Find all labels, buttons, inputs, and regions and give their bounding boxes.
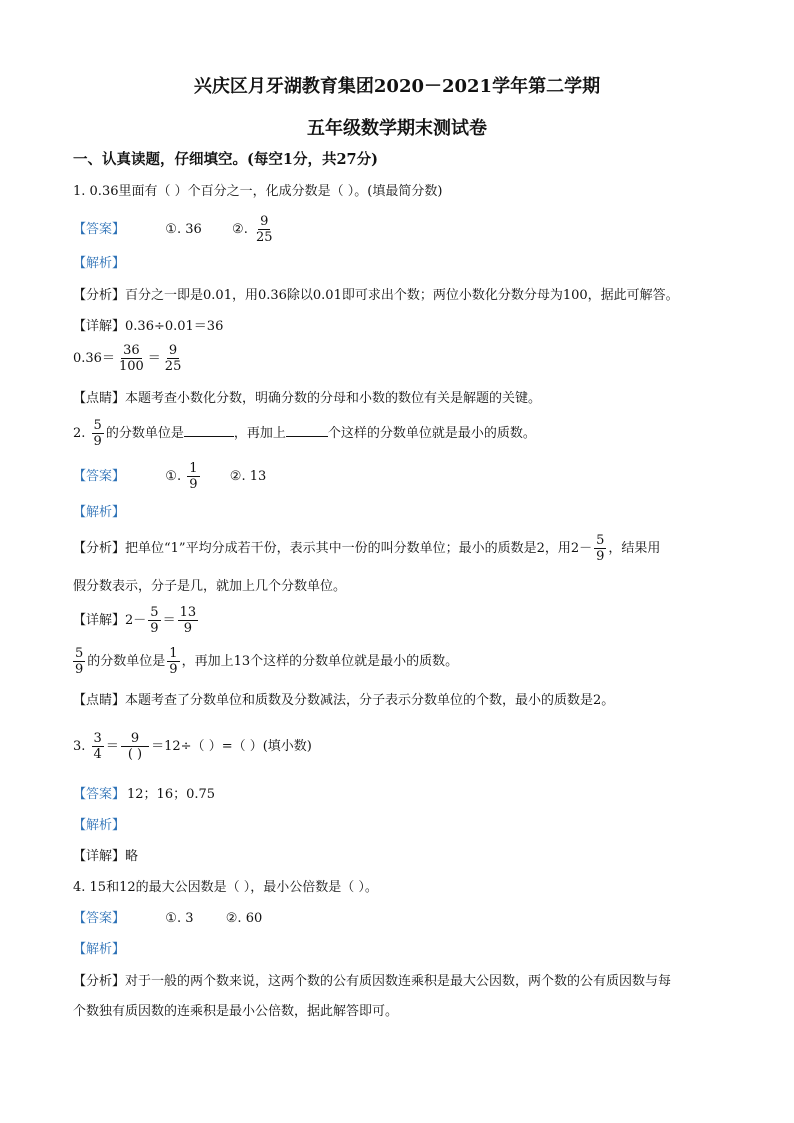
q1-comment-text: 本题考查小数化分数，明确分数的分母和小数的数位有关是解题的关键。 (125, 391, 542, 406)
q1-answer-2-prefix: ②. (232, 222, 248, 237)
q1-calc-prefix: 0.36＝ (73, 351, 115, 366)
fraction-denominator: 9 (150, 621, 159, 636)
equals-sign: ＝ (162, 613, 176, 628)
q2-text-a: 的分数单位是 (105, 426, 184, 441)
fraction-denominator: 9 (183, 621, 192, 636)
exam-title-line2: 五年级数学期末测试卷 (307, 118, 487, 139)
q1-calc-fraction-1 (117, 343, 146, 374)
q2-line-text-a: 的分数单位是 (87, 654, 166, 669)
q2-question (73, 418, 536, 449)
fraction-denominator: 25 (164, 359, 182, 374)
q3-detail (73, 848, 138, 866)
fraction-numerator: 3 (93, 731, 102, 746)
q2-line-fraction-2 (167, 646, 179, 677)
analysis-header-label: 【解析】 (73, 942, 126, 957)
q3-fraction-2 (121, 731, 149, 762)
q2-analysis-fraction (594, 533, 606, 564)
comment-label: 【点睛】 (73, 693, 126, 708)
q4-answer-1: ①. 3 (165, 911, 194, 926)
answer-label: 【答案】 (73, 787, 126, 802)
q1-answer-2-fraction (254, 214, 275, 245)
q2-analysis-text-b: ，结果用 (608, 541, 661, 556)
fraction-numerator: 1 (189, 461, 198, 476)
fraction-denominator-blank[interactable]: ( ) (127, 747, 143, 762)
q4-analysis (73, 973, 671, 991)
q2-analysis-line2: 假分数表示，分子是几，就加上几个分数单位。 (73, 579, 347, 594)
q1-analysis-text: 百分之一即是0.01，用0.36除以0.01即可求出个数；两位小数化分数分母为100，据此可解答。 (125, 288, 679, 303)
fraction-denominator: 4 (93, 747, 102, 762)
q3-answer-text: 12；16；0.75 (127, 787, 216, 802)
analysis-label: 【分析】 (73, 974, 126, 989)
exam-title-line1: 兴庆区月牙湖教育集团2020－2021学年第二学期 (193, 76, 601, 97)
q4-analysis-text: 对于一般的两个数来说，这两个数的公有质因数连乘积是最大公因数，两个数的公有质因数与每 (125, 974, 672, 989)
q2-answer-1-prefix: ①. (165, 469, 182, 484)
fraction-numerator: 5 (596, 533, 605, 548)
fraction-denominator: 9 (189, 477, 198, 492)
q1-answer (73, 214, 277, 245)
q2-detail-fraction-2 (178, 605, 199, 636)
detail-label: 【详解】 (73, 613, 126, 628)
analysis-label: 【分析】 (73, 288, 126, 303)
q2-answer-2: ②. 13 (229, 469, 267, 484)
equals-sign: ＝ (105, 739, 119, 754)
answer-label: 【答案】 (73, 911, 126, 926)
q3-analysis-header (73, 817, 127, 835)
answer-label: 【答案】 (73, 469, 126, 484)
q1-question: 1. 0.36里面有（ ）个百分之一，化成分数是（ ）。(填最简分数) (73, 184, 443, 199)
comment-label: 【点睛】 (73, 391, 126, 406)
fraction-denominator: 25 (255, 230, 273, 245)
fraction-denominator: 9 (75, 662, 84, 677)
q1-analysis-header (73, 255, 127, 273)
fraction-numerator: 5 (150, 605, 159, 620)
fraction-numerator: 9 (168, 343, 178, 358)
q1-analysis (73, 287, 679, 305)
q2-comment-text: 本题考查了分数单位和质数及分数减法，分子表示分数单位的个数，最小的质数是2。 (125, 693, 615, 708)
q2-analysis-text-a: 把单位“1”平均分成若干份，表示其中一份的叫分数单位；最小的质数是2，用2－ (125, 541, 593, 556)
fraction-numerator: 9 (260, 214, 269, 229)
q2-detail (73, 605, 200, 636)
q3-rest: ＝12÷（ ）=（ ）(填小数) (151, 739, 312, 754)
fraction-numerator: 9 (121, 731, 149, 747)
q1-comment (73, 390, 541, 408)
detail-label: 【详解】 (73, 319, 126, 334)
detail-label: 【详解】 (73, 849, 126, 864)
q4-analysis-line2: 个数独有质因数的连乘积是最小公倍数，据此解答即可。 (73, 1004, 399, 1019)
q2-detail-fraction-1 (148, 605, 160, 636)
q2-number: 2. (73, 426, 86, 441)
q2-line-fraction-1 (73, 646, 85, 677)
q2-text-b: ，再加上 (233, 426, 286, 441)
analysis-header-label: 【解析】 (73, 818, 126, 833)
q2-fraction (92, 418, 104, 449)
q2-detail-text: 2－ (125, 613, 147, 628)
q1-calc-fraction-2 (163, 343, 184, 374)
fraction-numerator: 36 (123, 343, 140, 358)
q4-analysis-header (73, 941, 127, 959)
q1-detail (73, 318, 223, 336)
analysis-header-label: 【解析】 (73, 256, 126, 271)
q2-answer-1-fraction (187, 461, 199, 492)
fraction-numerator: 5 (75, 646, 84, 661)
q2-blank-1[interactable] (184, 436, 234, 437)
q4-question: 4. 15和12的最大公因数是（ ），最小公倍数是（ ）。 (73, 880, 378, 895)
q2-text-c: 个这样的分数单位就是最小的质数。 (327, 426, 536, 441)
fraction-numerator: 1 (169, 646, 178, 661)
q2-analysis-header (73, 504, 127, 522)
q2-detail-line2 (73, 646, 458, 677)
q3-question (73, 731, 312, 762)
q1-answer-1: ①. 36 (165, 222, 202, 237)
fraction-denominator: 9 (169, 662, 178, 677)
q3-detail-text: 略 (125, 849, 139, 864)
fraction-denominator: 9 (93, 434, 102, 449)
analysis-label: 【分析】 (73, 541, 126, 556)
fraction-numerator: 5 (93, 418, 102, 433)
answer-label: 【答案】 (73, 222, 126, 237)
section-heading: 一、认真读题，仔细填空。(每空1分，共27分) (73, 151, 378, 168)
q4-answer (73, 910, 262, 928)
q2-answer (73, 461, 266, 492)
fraction-numerator: 13 (179, 605, 197, 620)
equals-sign: ＝ (147, 351, 161, 366)
fraction-denominator: 100 (118, 359, 144, 374)
analysis-header-label: 【解析】 (73, 505, 126, 520)
q2-blank-2[interactable] (286, 436, 328, 437)
q4-answer-2: ②. 60 (225, 911, 263, 926)
q2-comment (73, 692, 614, 710)
q3-fraction-1 (92, 731, 104, 762)
q2-analysis (73, 533, 660, 564)
q2-line-text-b: ，再加上13个这样的分数单位就是最小的质数。 (181, 654, 459, 669)
q3-number: 3. (73, 739, 86, 754)
fraction-denominator: 9 (596, 549, 605, 564)
q1-calc (73, 343, 185, 374)
q1-detail-text: 0.36÷0.01＝36 (125, 319, 224, 334)
q3-answer (73, 786, 215, 804)
